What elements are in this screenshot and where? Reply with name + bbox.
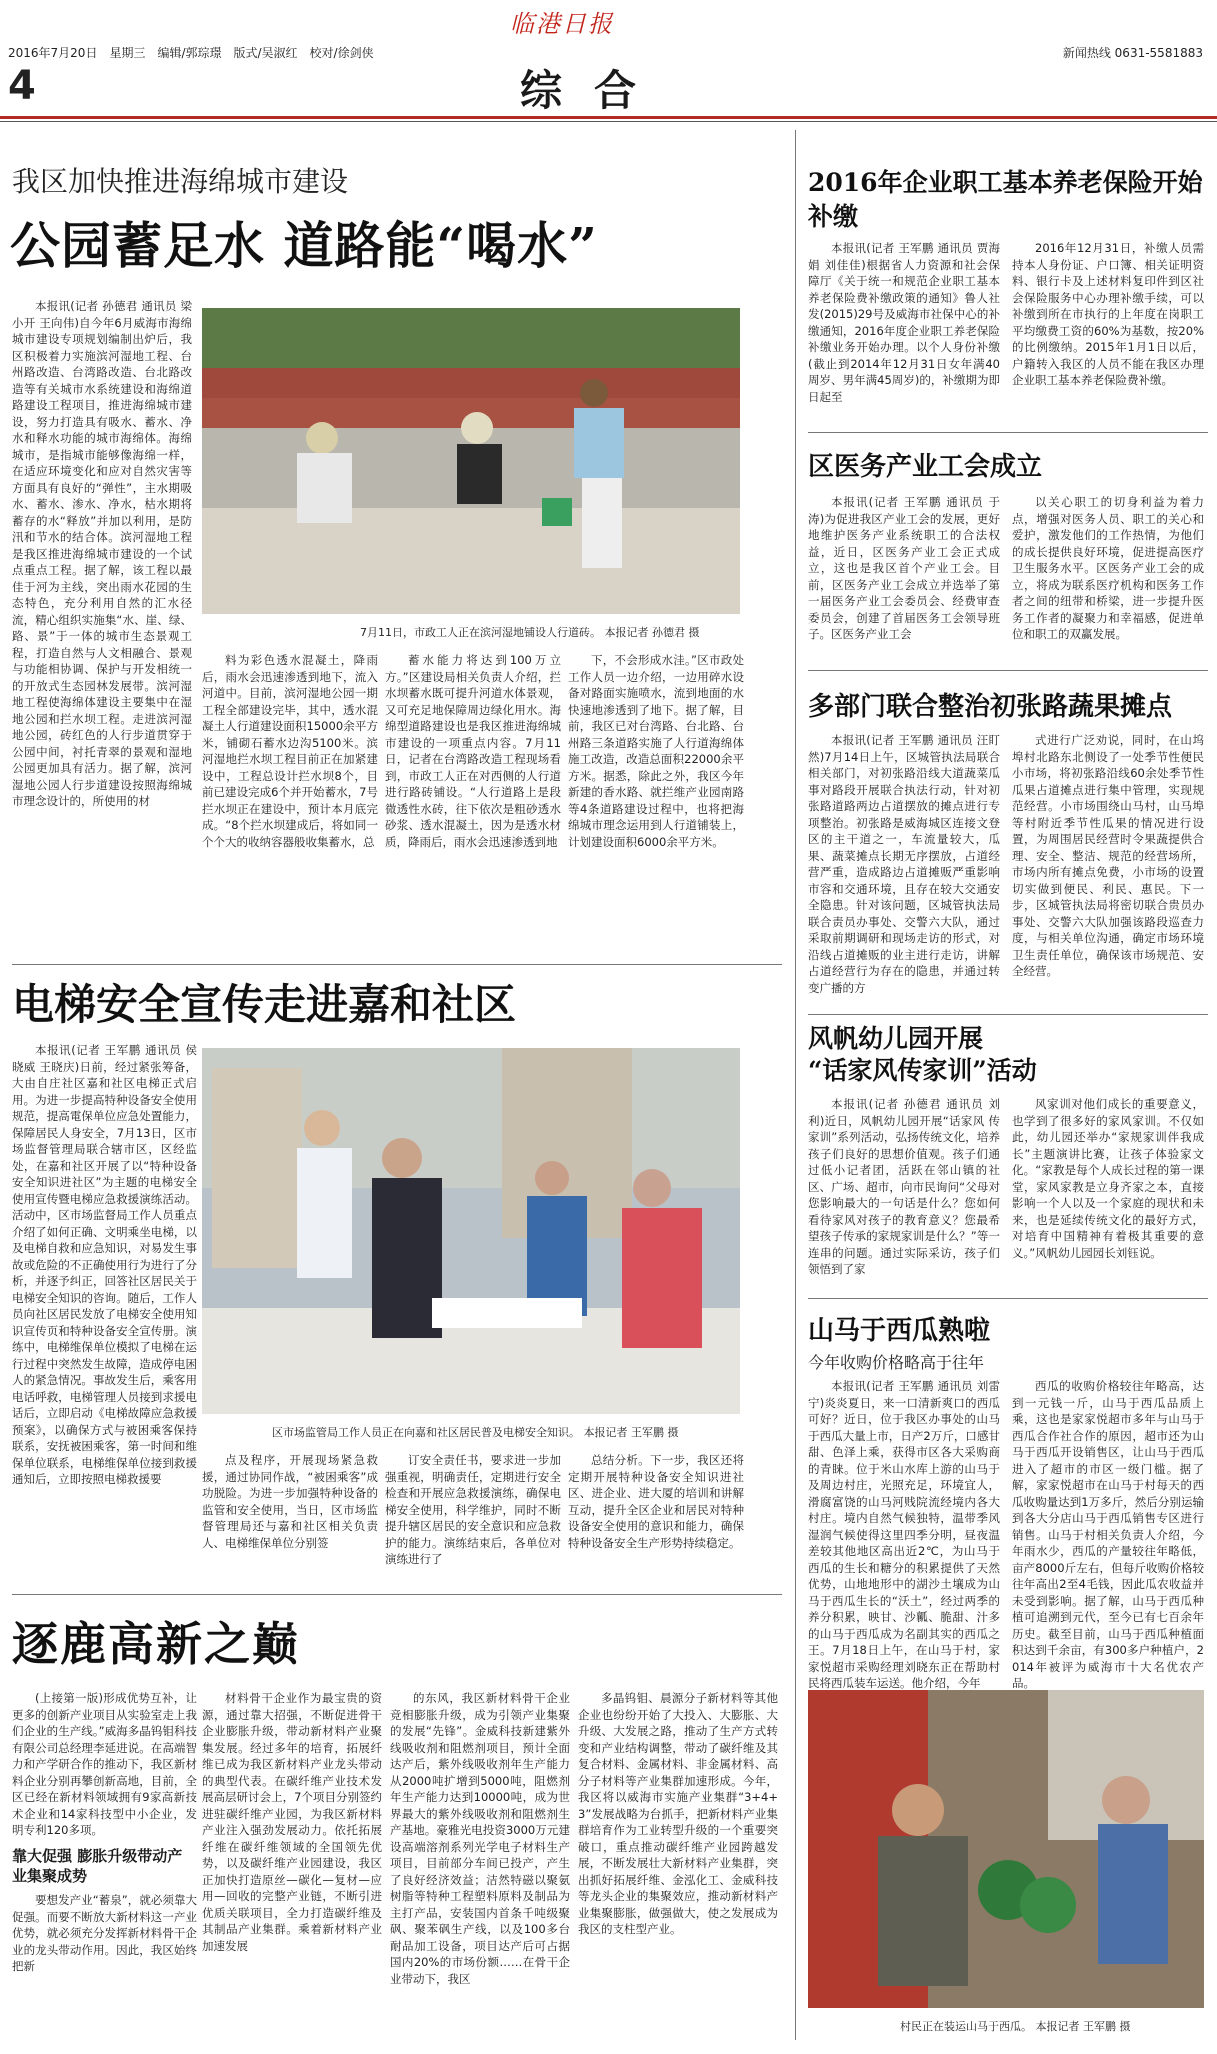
section-rule xyxy=(808,670,1208,671)
article-body-col: 本报讯(记者 王军鹏 通讯员 于涛)为促进我区产业工会的发展，更好地维护医务产业系统职工的合法权益，近日，区医务产业工会正式成立，这也是我区首个产业工会。目前，区医务产业工会成立并选举了第一届医务产业工会委员会、经费审查委员会，创建了首届医务工会领导班子。区医务产业工会 xyxy=(808,495,1000,641)
article-body-col: 材料骨干企业作为最宝贵的资源，通过靠大招强，不断促进骨干企业膨胀升级，带动新材料产业聚集发展。经过多年的培育，拓展纤维已成为我区新材料产业龙头带动的典型代表。在碳纤维产业技术发展高层研讨会上，7个项目分别签约进驻碳纤维产业园，为我区新材料产业注入强劲发展动力。依托拓展纤维在碳纤维领域的全国领先优势，以及碳纤维产业园建设，我区正加快打造原丝—碳化—复材—应用—回收的完整产业链，不断引进优质关联项目，全力打造碳纤维及其制品产业集群。乘着新材料产业加速发展 xyxy=(202,1691,382,1953)
masthead-rule-thin xyxy=(0,121,1217,122)
section-rule xyxy=(808,432,1208,433)
article-subheadline: 今年收购价格略高于往年 xyxy=(808,1353,985,1372)
photo-caption: 区市场监管局工作人员正在向嘉和社区居民普及电梯安全知识。 本报记者 王军鹏 摄 xyxy=(272,1426,679,1439)
article-body-col: 要想发产业“蓄泉”，就必须靠大促强。而要不断放大新材料这一产业优势，就必须充分发挥新材料骨干企业的龙头带动作用。因此，我区始终把新 xyxy=(12,1893,197,1973)
article-body-col: 风家训对他们成长的重要意义，也学到了很多好的家风家训。不仅如此，幼儿园还举办“家规家训伴我成长”主题演讲比赛，让孩子体验家文化。“家教是每个人成长过程的第一课堂，家风家教是立身齐家之本，直接影响一个人以及一个家庭的现状和未来，也是延续传统文化的最好方式，对培育中国精神有着极其重要的意义。”风帆幼儿园园长刘钰说。 xyxy=(1012,1097,1204,1260)
article-body-col: (上接第一版)形成优势互补，让更多的创新产业项目从实验室走上我们企业的生产线。”威海多晶钨钼科技有限公司总经理李延进说。在高端智力和产学研合作的推动下，我区新材料企业分别再攀创新高地，目前，全区已经在新材料领域拥有9家高新技术企业和14家科技型中小企业，发明专利120多项。 xyxy=(12,1691,197,1837)
section-rule xyxy=(808,1298,1208,1299)
article-headline: 逐鹿高新之巅 xyxy=(12,1617,300,1671)
photo-watermelon-loading xyxy=(808,1690,1204,2008)
article-headline: 多部门联合整治初张路蔬果摊点 xyxy=(808,692,1173,722)
article-subheading: 靠大促强 膨胀升级带动产业集聚成势 xyxy=(12,1847,183,1885)
article-body-col: 式进行广泛劝说，同时，在山坞埠村北路东北侧设了一处季节性便民小市场，将初张路沿线60余处季节性瓜果占道摊点进行集中管理，实现规范经营。小市场围绕山马村，山马埠等村附近季节性瓜果的情况进行设置，为周围居民经营时令果蔬提供合理、安全、整洁、规范的经营场所，市场内所有摊点免费，小市场的设置切实做到便民、利民、惠民。下一步，区城管执法局将密切联合贵员办事处、交警六大队加强该路段巡查力度，与相关单位沟通，确定市场环境卫生责任单位，确保该市场规范、安全经营。 xyxy=(1012,733,1204,978)
photo-park-workers xyxy=(202,308,740,614)
article-body-col: 下，不会形成水洼。”区市政处工作人员一边介绍，一边用碎水设备对路面实施喷水，流到地面的水快速地渗透到了地下。据了解，目前，我区已对台湾路、台北路、台州路三条道路实施了人行道海绵体施工改造，改造总面积22000余平方米。据悉，除此之外，我区今年新建的香水路、就拦维产业园南路等4条道路建设过程中，也将把海绵城市理念运用到人行道铺装上，计划建设面积6000余平方米。 xyxy=(568,653,744,849)
article-kicker: 我区加快推进海绵城市建设 xyxy=(12,165,349,198)
article-body-col: 订安全责任书，要求进一步加强重视，明确责任，定期进行安全检查和开展应急救援演练，确保电梯安全使用，科学维护，同时不断提升辖区居民的安全意识和应急救护的能力。演练结束后，各单位对演练进行了 xyxy=(385,1453,561,1566)
article-body-col: 以关心职工的切身利益为着力点，增强对医务人员、职工的关心和爱护，激发他们的工作热情，为他们的成长提供良好环境，促进提高医疗卫生服务水平。区医务产业工会的成立，将成为联系医疗机构和医务工作者之间的纽带和桥梁，进一步提升医务工作者的凝聚力和幸福感，促进单位和职工的双赢发展。 xyxy=(1012,495,1204,641)
section-rule xyxy=(12,1594,782,1595)
issue-meta: 2016年7月20日 星期三 编辑/郭琮璟 版式/吴淑红 校对/徐剑侠 xyxy=(8,46,374,60)
column-divider xyxy=(795,130,796,2040)
article-body-col: 总结分析。下一步，我区还将定期开展特种设备安全知识进社区、进企业、进大厦的培训和讲解互动，提升全区企业和居民对特种设备安全使用的意识和能力，确保特种设备安全生产形势持续稳定。 xyxy=(568,1453,744,1550)
article-body-col: 的东风，我区新材料骨干企业竞相膨胀升级，成为引领产业集聚的发展“先锋”。金威科技新建紫外线吸收剂和阻燃剂项目，预计全面达产后，紫外线吸收剂年生产能力从2000吨扩增到5000吨，阻燃剂年生产能力达到10000吨，成为世界最大的紫外线吸收剂和阻燃剂生产基地。豪雅光电投资3000万元建设高端溶剂系列光学电子材料生产项目，目前部分车间已投产，产生了良好经济效益；洁然特磁以聚氨树脂等特种工程塑料原料及制品为主打产品，安装国内首条千吨级聚砜、聚苯砜生产线，以及100多台耐品加工设备，项目达产后可占据国内20%的市场份额……在骨干企业带动下，我区 xyxy=(390,1691,570,1986)
article-body-col: 本报讯(记者 孙德君 通讯员 梁小开 王向伟)自今年6月威海市海绵城市建设专项规划编制出炉后，我区积极着力实施滨河湿地工程、台州路改造、台湾路改造、台北路改造等有关城市水系统建设和海绵道路建设工程项目，推进海绵城市建设，努力打造具有吸水、蓄水、净水和释水功能的城市海绵体。海绵城市，是指城市能够像海绵一样，在适应环境变化和应对自然灾害等方面具有良好的“弹性”，主水期吸水、蓄水、渗水、净水，枯水期将蓄存的水“释放”并加以利用，是防汛和节水的结合体。滨河湿地工程是我区推进海绵城市建设的一个试点重点工程。据了解，该工程以最佳于河为主线，突出雨水花园的生态特色，充分利用自然的汇水径流，精心组织实施集“水、崖、绿、路、景”于一体的城市生态景观工程，打造自然与人文相融合、景观与功能相协调、保护与开发相统一的开放式生态园林发展带。滨河湿地工程使海绵体建设主要集中在湿地公园和拦水坝工程。走进滨河湿地公园，砖红色的人行步道贯穿于公园中间，衬托青翠的景观和湿地公园更加具有活力。据了解，滨河湿地公园人行步道建设按照海绵城市理念设计的，所使用的材 xyxy=(12,299,192,808)
article-body-col: 点及程序，开展现场紧急救援，通过协同作战，“被困乘客”成功脱险。为进一步加强特种设备的监管和安全使用，当日，区市场监督管理局还与嘉和社区相关负责人、电梯维保单位分别签 xyxy=(202,1453,378,1550)
masthead-rule xyxy=(0,116,1217,119)
article-body-col: 本报讯(记者 王军鹏 通讯员 刘雷宁)炎炎夏日，来一口清新爽口的西瓜可好？近日，位于我区办事处的山马于西瓜大量上市，日产2万斤，口感甘甜、色泽上乘，获得市区各大采购商的青睐。位于米山水库上游的山马于及周边村庄，光照充足，环境宜人，滑腐富饶的山马河贱院流经境内各大村庄。境内自然气候独特，温带季风湿润气候使得这里四季分明，昼夜温差较其他地区高出近2℃，为山马于西瓜的生长和糖分的积累提供了天然优势，山地地形中的湖沙土壤成为山马于西瓜生长的“沃土”，经过两季的养分积累，映甘、沙瓤、脆甜、汁多的山马于西瓜成为名副其实的西瓜之王。7月18日上午，在山马于村，家家悦超市采购经理刘晓东正在帮助村民将西瓜装车运送。他介绍，今年 xyxy=(808,1379,1000,1690)
section-rule xyxy=(12,964,782,965)
article-body-col: 多晶钨钼、晨源分子新材料等其他企业也纷纷开始了大投入、大膨胀、大升级、大发展之路，推动了生产方式转变和产业结构调整，带动了碳纤维及其复合材料、金属材料、非金属材料、高分子材料等产业集群加速形成。今年，我区将以威海市实施产业集群“3+4+3”发展战略为台抓手，把新材料产业集群培育作为工业转型升级的一个重要突破口，重点推动碳纤维产业园跨越发展，不断发展壮大新材料产业集群，突出抓好拓展纤维、金泓化工、金威科技等龙头企业的集聚效应，推动新材料产业集聚膨胀，做强做大，使之发展成为我区的支柱型产业。 xyxy=(578,1691,778,1936)
section-title: 综合 xyxy=(520,66,669,115)
article-headline: 风帆幼儿园开展 xyxy=(808,1024,984,1053)
photo-caption: 村民正在装运山马于西瓜。 本报记者 王军鹏 摄 xyxy=(900,2020,1131,2033)
article-body-col: 西瓜的收购价格较往年略高，达到一元钱一斤，山马于西瓜品质上乘，这也是家家悦超市多年与山马于西瓜合作社合作的原因，超市还为山马于西瓜开设销售区，让山马于西瓜进入了超市的市区一级门槛。据了解，家家悦超市在山马于村每天的西瓜收购量达到1万多斤，然后分别运输到各大分店山马于西瓜销售专区进行销售。山马于村相关负责人介绍，今年雨水少，西瓜的产量较往年略低，亩产8000斤左右，但每斤收购价格较往年高出2至4毛钱，因此瓜农收益并未受到影响。据了解，山马于西瓜种植可追溯到元代，至今已有七百余年历史。截至目前，山马于西瓜种植面积达到千余亩，有300多户种植户，2014年被评为威海市十大名优农产品。 xyxy=(1012,1379,1204,1690)
article-headline: 山马于西瓜熟啦 xyxy=(808,1316,991,1346)
article-headline: 2016年企业职工基本养老保险开始补缴 xyxy=(808,168,1203,231)
page-number: 4 xyxy=(8,63,36,109)
article-headline: 公园蓄足水 道路能“喝水” xyxy=(10,216,598,275)
photo-caption: 7月11日，市政工人正在滨河湿地铺设人行道砖。 本报记者 孙德君 摄 xyxy=(360,626,700,639)
article-body-col: 本报讯(记者 王军鹏 通讯员 贾海娟 刘佳佳)根据省人力资源和社会保障厅《关于统一和规范企业职工基本养老保险费补缴政策的通知》鲁人社发(2015)29号及威海市社保中心的补缴通知，2016年度企业职工养老保险补缴业务开始办理。以个人身份补缴(截止到2014年12月31日女年满40周岁、男年满45周岁)的，补缴期为即日起至 xyxy=(808,241,1000,404)
article-headline-line2: “话家风传家训”活动 xyxy=(808,1056,1037,1085)
article-headline: 电梯安全宣传走进嘉和社区 xyxy=(12,980,517,1029)
article-body-col: 蓄水能力将达到100万立方。”区建设局相关负责人介绍，拦水坝蓄水既可提升河道水体景观，又可充足地保障周边绿化用水。海绵型道路建设也是我区推进海绵城市建设的一项重点内容。7月11日，记者在台湾路改造工程现场看到，市政工人正在对西侧的人行道进行路砖铺设。“人行道路上是段微透性水砖，往下依次是粗砂透水砂浆、透水混凝土，因为是透水材质，降雨后，雨水会迅速渗透到地 xyxy=(385,653,561,849)
section-rule xyxy=(808,1014,1208,1015)
article-headline: 区医务产业工会成立 xyxy=(808,452,1043,482)
article-body-col: 本报讯(记者 王军鹏 通讯员 侯晓威 王晓庆)日前，经过紧张筹备，大由自庄社区嘉和社区电梯正式启用。为进一步提高特种设备安全使用规范，提高電保单位应急处置能力，保障居民人身安全，7月13日，区市场监督管理局联合辖市区，区经监处，在嘉和社区开展了以“特种设备安全知识进社区”为主题的电梯安全使用宣传暨电梯应急救援演练活动。活动中，区市场监督局工作人员重点介绍了如何正确、文明乘坐电梯，以及电梯自救和应急知识，对易发生事故或危险的不正确使用行为进行了分析，并逐予纠正，回答社区居民关于电梯安全知识的咨询。随后，工作人员向社区居民发放了电梯安全使用知识宣传页和特种设备安全宣传册。演练中，电梯维保单位模拟了电梯在运行过程中突然发生故障，造成停电困人的紧急情况。事故发生后，乘客用电话呼救，电梯管理人员接到求援电话后，立即启动《电梯故障应急救援预案》，以确保方式与被困乘客保持联系，安抚被困乘客，第一时间和维保单位联系，电梯维保单位接到救援通知后，立即按照电梯救援要 xyxy=(12,1043,197,1486)
article-body-col: 本报讯(记者 孙德君 通讯员 刘利)近日，风帆幼儿园开展“话家风 传家训”系列活动，弘扬传统文化，培养孩子们良好的思想价值观。孩子们通过低小记者团，活跃在邻山镇的社区、广场、超市，向市民询问“父母对您影响最大的一句话是什么？您如何看待家风对孩子的教育意义？您最希望孩子传承的家规家训是什么？”等一连串的问题。通过实际采访，孩子们领悟到了家 xyxy=(808,1097,1000,1276)
hotline: 新闻热线 0631-5581883 xyxy=(1062,46,1203,60)
newspaper-logo: 临港日报 xyxy=(510,10,614,38)
article-body-col: 2016年12月31日，补缴人员需持本人身份证、户口簿、相关证明资料、银行卡及上述材料复印件到区社会保险服务中心办理补缴手续，可以补缴到所在市执行的上年度在岗职工平均缴费工资的60%为基数，按20%的比例缴纳。2015年1月1日以后，户籍转入我区的人员不能在我区办理企业职工基本养老保险费补缴。 xyxy=(1012,241,1204,387)
article-body-col: 本报讯(记者 王军鹏 通讯员 汪盯然)7月14日上午，区城管执法局联合相关部门，对初张路沿线大道蔬菜瓜事对路段开展联合执法行动，针对初张路道路两边占道摆放的摊点进行专项整治。初张路是威海城区连接文登区的主干道之一，车流量较大，瓜果、蔬菜摊点长期无序摆放，占道经营严重，造成路边占道摊贩严重影响市容和交通环境，且存在较大交通安全隐患。针对该问题，区城管执法局联合责员办事处、交警六大队，通过采取前期调研和现场走访的形式，对沿线占道摊贩的业主进行走访，讲解占道经营行为存在的隐患，并通过转变广播的方 xyxy=(808,733,1000,995)
photo-elevator-event xyxy=(202,1048,740,1414)
article-body-col: 料为彩色透水混凝土，降雨后，雨水会迅速渗透到地下，流入河道中。目前，滨河湿地公园一期工程全部建设完毕，其中，透水混凝土人行道建设面积15000余平方米，铺砌石蓄水边沟5100米。滨河湿地拦水坝工程目前正在加紧建设中，工程总设计拦水坝8个，目前已建设完成6个并开始蓄水，7号拦水坝正在建设中，预计本月底完成。“8个拦水坝建成后，将如同一个个大的收纳容器般收集蓄水，总 xyxy=(202,653,378,849)
